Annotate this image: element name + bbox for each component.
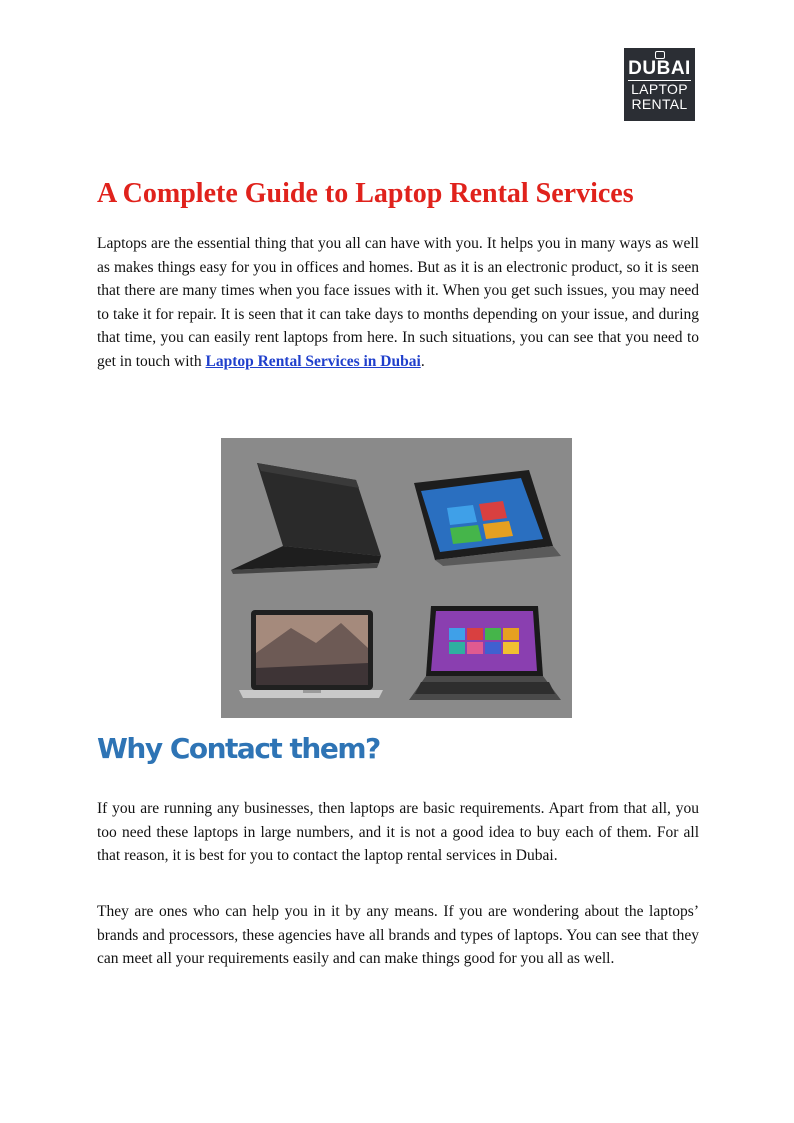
logo-line-dubai: DUBAI (628, 58, 691, 79)
section-paragraph-2: They are ones who can help you in it by any means. If you are wondering about the laptops’ brands and processors, these agencies have all brands and types of laptops. You can see that they can meet all your requirements easily and can make things good for you all as well. (97, 903, 699, 967)
intro-paragraph (97, 232, 699, 373)
intro-text: Laptops are the essential thing that you all can have with you. It helps you in many ways as well as makes things easy for you in offices and homes. But as it is an electronic product, so it is seen that there are many times when you face issues with it. When you get such issues, you may need to take it for repair. It is seen that it can take days to months depending on your issue, and during that time, you can easily rent laptops from here. In such situations, you can see that you need to get in touch with (97, 235, 699, 370)
intro-tail: . (420, 352, 425, 370)
brand-logo (624, 48, 695, 121)
laptop-open-view (409, 606, 561, 700)
laptop-rental-link[interactable]: Laptop Rental Services in Dubai (205, 352, 421, 370)
logo-line-laptop: LAPTOP (631, 81, 688, 97)
section-paragraph-1: If you are running any businesses, then laptops are basic requirements. Apart from that all, you too need these laptops in large numbers, and it is not a good idea to buy each of them. For all that reason, it is best for you to contact the laptop rental services in Dubai. (97, 800, 699, 864)
laptop-macbook-view (239, 610, 383, 698)
logo-line-rental: RENTAL (631, 96, 688, 112)
page-title: A Complete Guide to Laptop Rental Services (97, 178, 634, 209)
section-heading: Why Contact them? (97, 732, 380, 765)
laptops-illustration (221, 438, 572, 718)
laptops-image (221, 438, 572, 718)
